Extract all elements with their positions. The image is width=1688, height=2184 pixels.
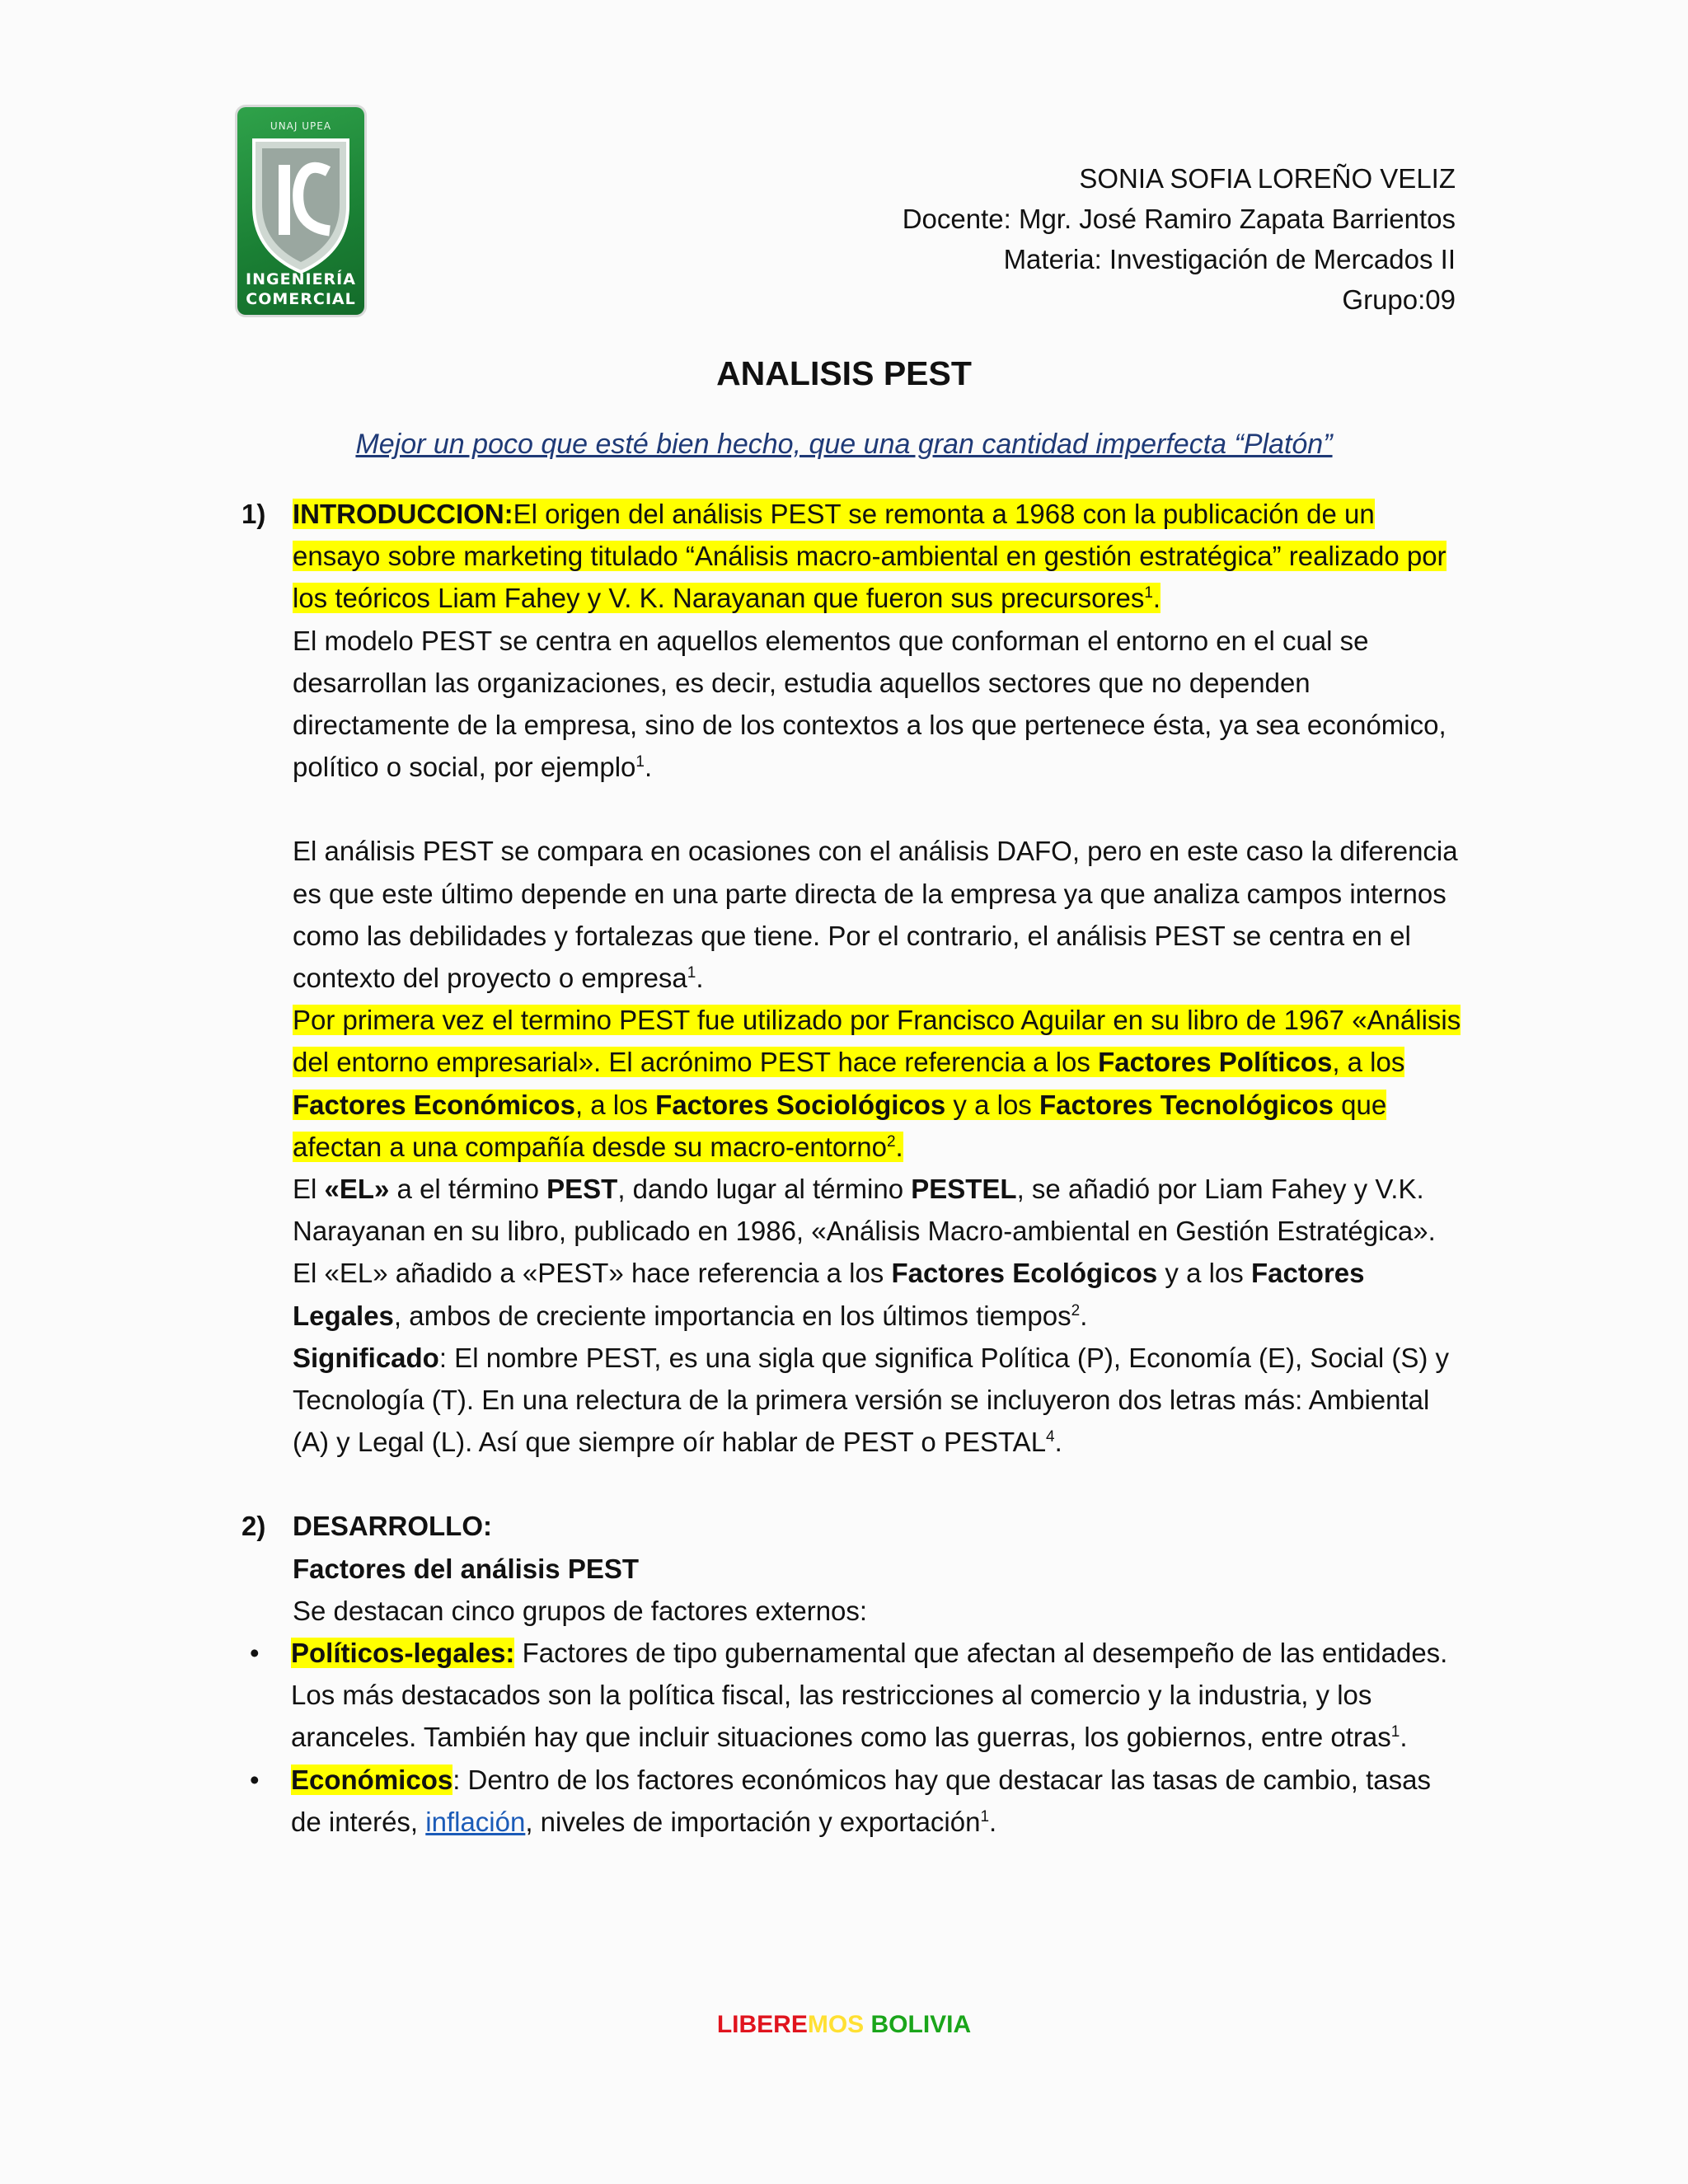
header-info	[903, 158, 1456, 320]
factors-intro: Se destacan cinco grupos de factores externos:	[293, 1595, 868, 1626]
section-heading: DESARROLLO:	[293, 1511, 492, 1542]
page-title: ANALISIS PEST	[716, 354, 972, 392]
intro-paragraph-2: El modelo PEST se centra en aquellos elementos que conforman el entorno en el cual se desarrollan las organizaciones, es decir, estudia aquellos sectores que no dependen directamente de la empresa, sino de los contextos a los que pertenece ésta, ya sea económico, político o social, por ejemplo$^1$.	[293, 625, 1447, 783]
bullet-icon: •	[250, 1638, 260, 1669]
section-subheading: Factores del análisis PEST	[293, 1553, 640, 1584]
plato-quote: Mejor un poco que esté bien hecho, que una gran cantidad imperfecta “Platón”	[355, 429, 1333, 460]
bullet-icon: •	[250, 1764, 260, 1795]
logo-line1: INGENIERÍA	[246, 270, 356, 288]
section-introduccion	[241, 493, 1461, 1463]
list-item: • Económicos: Dentro de los factores económicos hay que destacar las tasas de cambio, tasas de interés, inflación, niveles de importación y exportación$^1$.	[250, 1759, 1461, 1843]
inflacion-link[interactable]: inflación	[425, 1806, 526, 1837]
section-desarrollo	[241, 1505, 1461, 1632]
document-body	[241, 493, 1461, 1843]
footer-slogan: LIBEREMOS BOLIVIA	[716, 2011, 972, 2038]
logo-top-text: UNAJ UPEA	[270, 120, 332, 132]
logo-line2: COMERCIAL	[246, 290, 356, 308]
factors-list	[250, 1632, 1461, 1843]
materia-line: Materia: Investigación de Mercados II	[1003, 244, 1456, 274]
intro-paragraph-3: El análisis PEST se compara en ocasiones con el análisis DAFO, pero en este caso la diferencia es que este último depende en una parte directa de la empresa ya que analiza campos internos como las debilidades y fortalezas que tiene. Por el contrario, el análisis PEST se centra en el contexto del proyecto o empresa$^1$.	[293, 836, 1458, 994]
docente-line: Docente: Mgr. José Ramiro Zapata Barrientos	[902, 204, 1456, 234]
intro-paragraph-4: Por primera vez el termino PEST fue utilizado por Francisco Aguilar en su libro de 1967 «Análisis del entorno empresarial». El acrónimo PEST hace referencia a los Factores Políticos, a los Factores Económicos, a los Factores Sociológicos y a los Factores Tecnológicos que afectan a una compañía desde su macro-entorno$^2$.	[293, 1005, 1461, 1162]
section-number: 1)	[241, 499, 266, 529]
intro-paragraph-1: INTRODUCCION:El origen del análisis PEST se remonta a 1968 con la publicación de un ensayo sobre marketing titulado “Análisis macro-ambiental en gestión estratégica” realizado por los teóricos Liam Fahey y V. K. Narayanan que fueron sus precursores$^1$.	[293, 499, 1447, 614]
intro-paragraph-5: El «EL» a el término PEST, dando lugar al término PESTEL, se añadió por Liam Fahey y V.K. Narayanan en su libro, publicado en 1986, «Análisis Macro-ambiental en Gestión Estratégica». El «EL» añadido a «PEST» hace referencia a los Factores Ecológicos y a los Factores Legales, ambos de creciente importancia en los últimos tiempos$^2$.	[293, 1174, 1436, 1331]
author-name: SONIA SOFIA LOREÑO VELIZ	[1079, 163, 1456, 194]
intro-paragraph-6: Significado: El nombre PEST, es una sigla que significa Política (P), Economía (E), Social (S) y Tecnología (T). En una relectura de la primera versión se incluyeron dos letras más: Ambiental (A) y Legal (L). Así que siempre oír hablar de PEST o PESTAL$^4$.	[293, 1342, 1450, 1458]
section-heading: INTRODUCCION:	[293, 499, 513, 529]
ingenieria-comercial-logo	[237, 107, 364, 315]
section-number: 2)	[241, 1511, 266, 1542]
list-item: • Políticos-legales: Factores de tipo gubernamental que afectan al desempeño de las entidades. Los más destacados son la política fiscal, las restricciones al comercio y la industria, y los aranceles. También hay que incluir situaciones como las guerras, los gobiernos, entre otras$^1$.	[250, 1632, 1461, 1759]
grupo-line: Grupo:09	[1342, 284, 1456, 315]
